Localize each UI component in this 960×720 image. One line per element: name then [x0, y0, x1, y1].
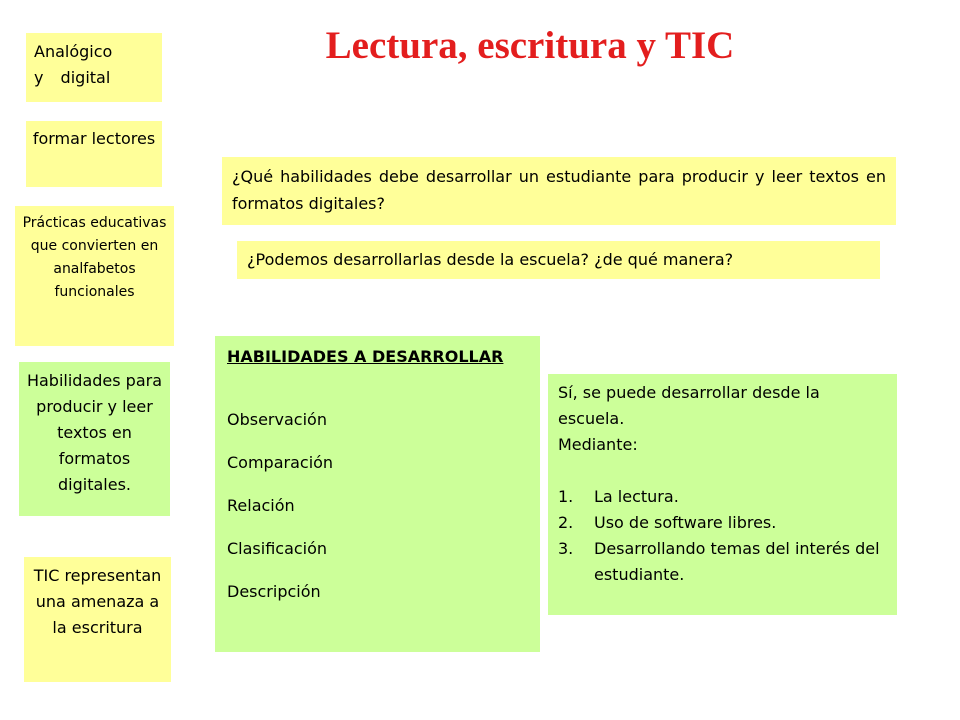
question-escuela: ¿Podemos desarrollarlas desde la escuela? ¿de qué manera?	[237, 241, 880, 279]
skills-list-item: Relación	[227, 496, 295, 515]
list-text: Uso de software libres.	[594, 513, 777, 532]
box-analogico-digital	[26, 33, 162, 102]
answer-box	[548, 374, 897, 615]
box-formar-lectores: formar lectores	[26, 121, 162, 187]
skills-list-item: Descripción	[227, 582, 321, 601]
answer-intro: Sí, se puede desarrollar desde la escuela.	[558, 383, 820, 428]
list-number: 3.	[558, 539, 574, 558]
skills-list-item: Comparación	[227, 453, 334, 472]
box-analogico-line1: Analógico	[34, 42, 113, 61]
list-text: La lectura.	[594, 487, 679, 506]
answer-list-item	[558, 510, 887, 536]
answer-list-item	[558, 484, 887, 510]
skills-box	[215, 336, 540, 652]
list-number: 2.	[558, 513, 574, 532]
answer-spacer	[558, 458, 887, 484]
box-tic-amenaza: TIC representan una amenaza a la escritura	[24, 557, 171, 682]
box-habilidades: Habilidades para producir y leer textos en formatos digitales.	[19, 362, 170, 516]
list-number: 1.	[558, 487, 574, 506]
question-habilidades: ¿Qué habilidades debe desarrollar un estudiante para producir y leer textos en formatos digitales?	[222, 157, 896, 225]
skills-list-item: Observación	[227, 410, 327, 429]
answer-list-item	[558, 536, 887, 588]
skills-list-item: Clasificación	[227, 539, 328, 558]
skills-heading: HABILIDADES A DESARROLLAR	[227, 347, 504, 366]
answer-mediante: Mediante:	[558, 435, 638, 454]
answer-list	[558, 484, 887, 588]
box-practicas-educativas: Prácticas educativas que convierten en analfabetos funcionales	[15, 206, 174, 346]
skills-list	[227, 398, 528, 613]
slide-title: Lectura, escritura y TIC	[325, 24, 735, 67]
list-text: Desarrollando temas del interés del estudiante.	[594, 539, 880, 584]
box-analogico-line2: y digital	[34, 68, 111, 87]
